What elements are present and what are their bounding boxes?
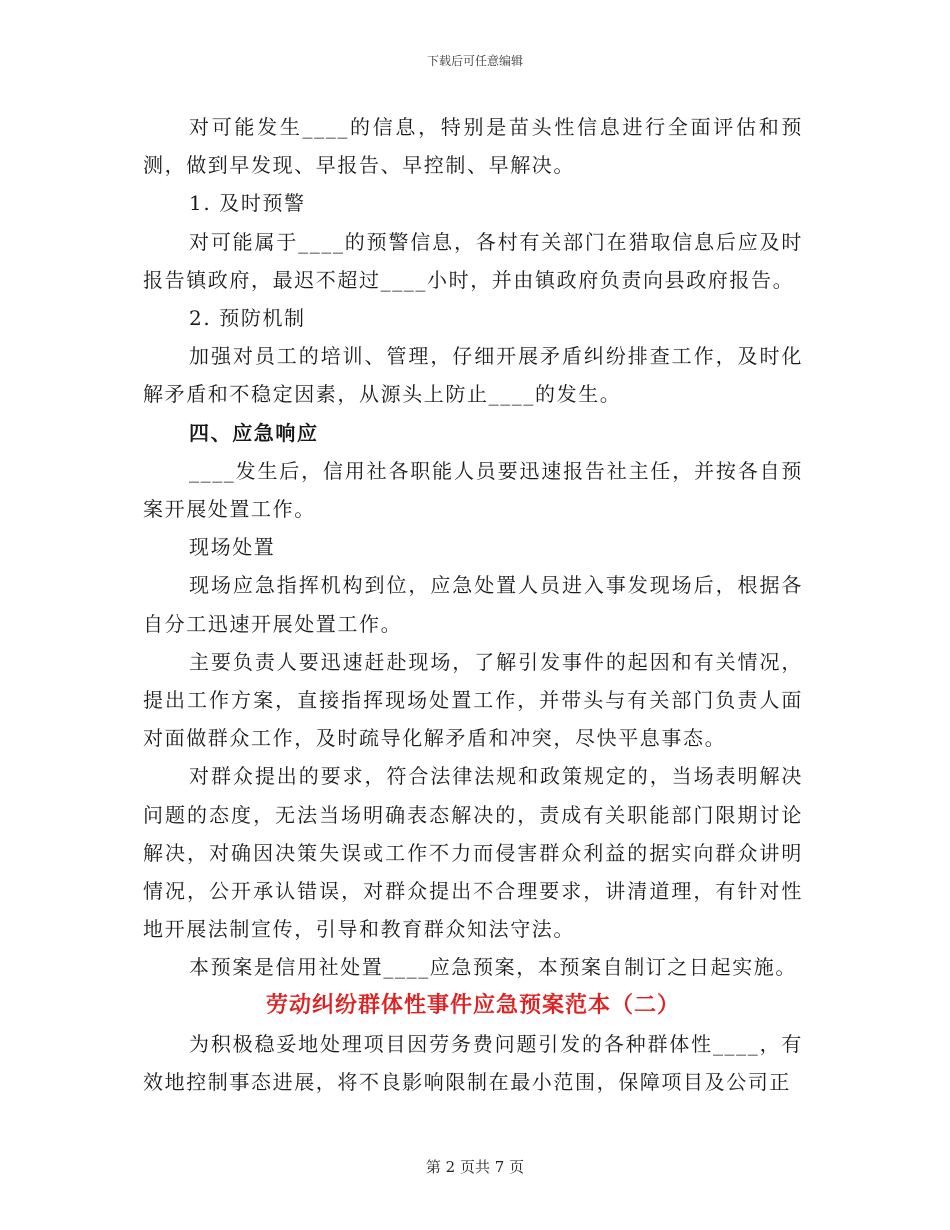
paragraph-effective: 本预案是信用社处置____应急预案，本预案自制订之日起实施。 bbox=[189, 955, 797, 980]
subheading-prevention: 2. 预防机制 bbox=[189, 306, 306, 331]
section-heading-emergency-response: 四、应急响应 bbox=[189, 420, 319, 445]
paragraph-early-warning: 对可能属于____的预警信息，各村有关部门在猎取信息后应及时报告镇政府，最迟不超过____小时，并由镇政府负责向县政府报告。 bbox=[143, 229, 803, 292]
document-body bbox=[143, 108, 803, 1101]
paragraph-prevention: 加强对员工的培训、管理，仔细开展矛盾纠纷排查工作，及时化解矛盾和不稳定因素，从源头上防止____的发生。 bbox=[143, 344, 803, 407]
page-header: 下载后可任意编辑 bbox=[426, 54, 523, 68]
paragraph-part-two-intro: 为积极稳妥地处理项目因劳务费问题引发的各种群体性____，有效地控制事态进展，将不良影响限制在最小范围，保障项目及公司正 bbox=[143, 1031, 803, 1095]
paragraph-response: ____发生后，信用社各职能人员要迅速报告社主任，并按各自预案开展处置工作。 bbox=[143, 458, 803, 522]
document-title-part-two: 劳动纠纷群体性事件应急预案范本（二） bbox=[265, 992, 680, 1018]
paragraph-onsite-command: 现场应急指挥机构到位，应急处置人员进入事发现场后，根据各自分工迅速开展处置工作。 bbox=[143, 573, 803, 636]
subheading-onsite: 现场处置 bbox=[189, 535, 276, 560]
page-footer: 第 2 页共 7 页 bbox=[425, 1158, 525, 1176]
paragraph-principal: 主要负责人要迅速赶赴现场，了解引发事件的起因和有关情况，提出工作方案，直接指挥现场处置工作，并带头与有关部门负责人面对面做群众工作，及时疏导化解矛盾和冲突，尽快平息事态。 bbox=[143, 649, 803, 751]
paragraph-demands: 对群众提出的要求，符合法律法规和政策规定的，当场表明解决问题的态度，无法当场明确表态解决的，责成有关职能部门限期讨论解决，对确因决策失误或工作不力而侵害群众利益的据实向群众讲明情况，公开承认错误，对群众提出不合理要求，讲清道理，有针对性地开展法制宣传，引导和教育群众知法守法。 bbox=[143, 764, 803, 942]
subheading-early-warning: 1. 及时预警 bbox=[189, 191, 306, 216]
paragraph-assessment: 对可能发生____的信息，特别是苗头性信息进行全面评估和预测，做到早发现、早报告、早控制、早解决。 bbox=[143, 115, 803, 178]
